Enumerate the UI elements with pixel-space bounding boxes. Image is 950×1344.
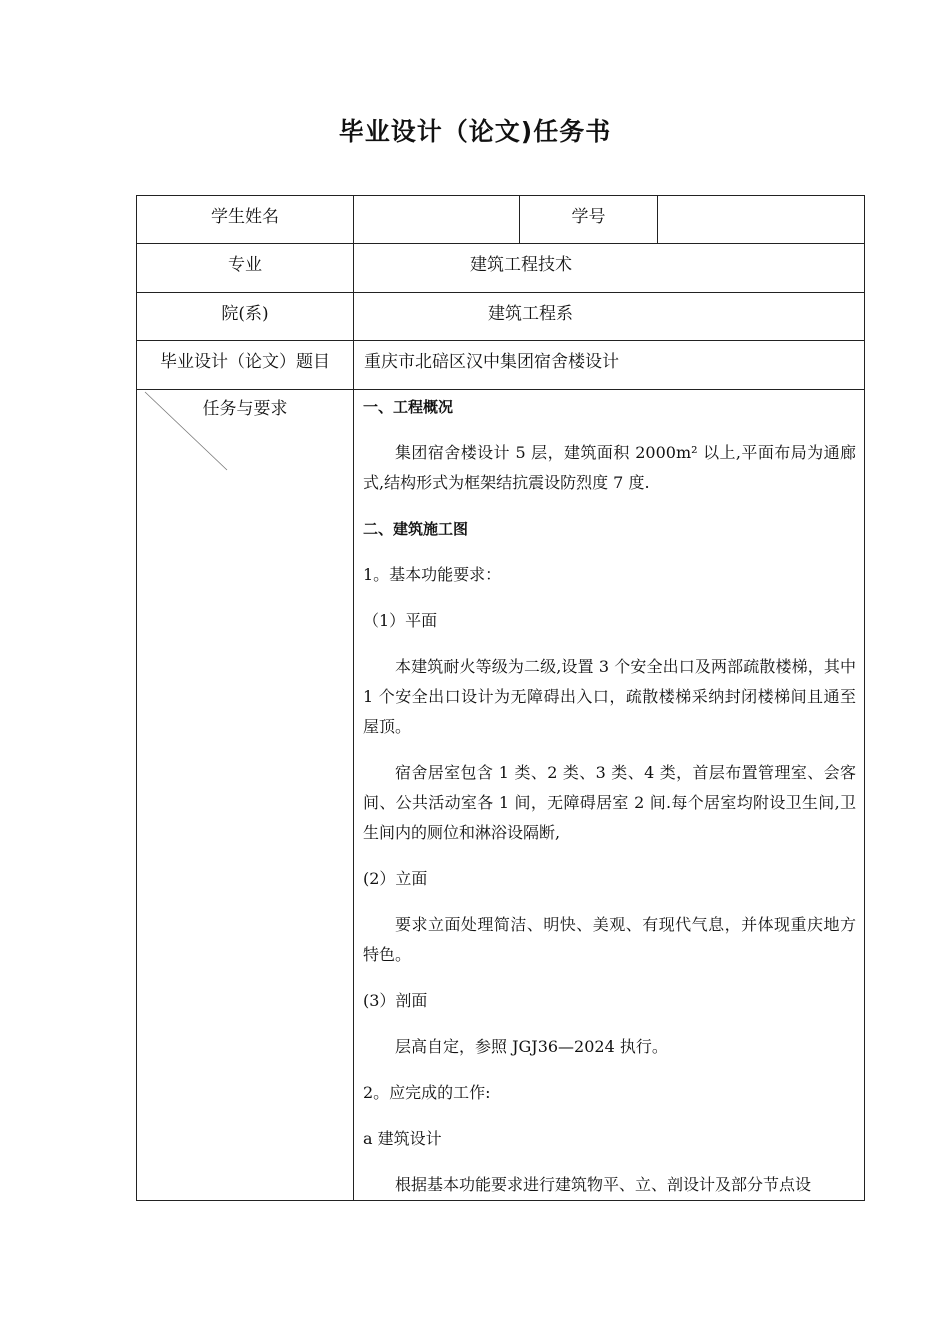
topic-label: 毕业设计（论文）题目 (137, 341, 354, 390)
major-value: 建筑工程技术 (354, 244, 865, 293)
sub-heading: a 建筑设计 (363, 1129, 442, 1148)
major-label: 专业 (137, 244, 354, 293)
paragraph: 集团宿舍楼设计 5 层，建筑面积 2000m² 以上,平面布局为通廊式,结构形式为框架结抗震设防烈度 7 度. (363, 443, 856, 492)
section-heading: 一、工程概况 (363, 398, 454, 416)
paragraph: 层高自定，参照 JGJ36—2024 执行。 (395, 1037, 668, 1056)
student-name-label: 学生姓名 (137, 196, 354, 244)
task-form-table (136, 195, 865, 1201)
paragraph: 要求立面处理简洁、明快、美观、有现代气息，并体现重庆地方特色。 (363, 915, 856, 964)
row-department (137, 293, 865, 341)
topic-value: 重庆市北碚区汉中集团宿舍楼设计 (354, 341, 865, 390)
sub-heading: (2）立面 (363, 869, 428, 888)
task-content (354, 390, 865, 1201)
section-heading: 二、建筑施工图 (363, 520, 469, 538)
diagonal-line (137, 390, 354, 480)
paragraph: 本建筑耐火等级为二级,设置 3 个安全出口及两部疏散楼梯，其中 1 个安全出口设计为无障碍出入口，疏散楼梯采纳封闭楼梯间且通至屋顶。 (363, 657, 856, 736)
student-name-value (354, 196, 520, 244)
sub-heading: (3）剖面 (363, 991, 428, 1010)
task-label-cell (137, 390, 354, 1201)
student-id-label: 学号 (520, 196, 658, 244)
task-label: 任务与要求 (202, 399, 288, 419)
row-task (137, 390, 865, 1201)
department-label: 院(系) (137, 293, 354, 341)
list-item: 1。基本功能要求： (363, 565, 502, 584)
department-value: 建筑工程系 (354, 293, 865, 341)
list-item: 2。应完成的工作: (363, 1083, 491, 1102)
row-topic (137, 341, 865, 390)
paragraph: 根据基本功能要求进行建筑物平、立、剖设计及部分节点设 (395, 1175, 812, 1194)
row-student (137, 196, 865, 244)
student-id-value (658, 196, 865, 244)
row-major (137, 244, 865, 293)
document-title: 毕业设计（论文)任务书 (338, 117, 612, 146)
paragraph: 宿舍居室包含 1 类、2 类、3 类、4 类，首层布置管理室、会客间、公共活动室各 1 间，无障碍居室 2 间.每个居室均附设卫生间,卫生间内的厕位和淋浴设隔断, (363, 763, 856, 842)
sub-heading: （1）平面 (363, 611, 438, 630)
